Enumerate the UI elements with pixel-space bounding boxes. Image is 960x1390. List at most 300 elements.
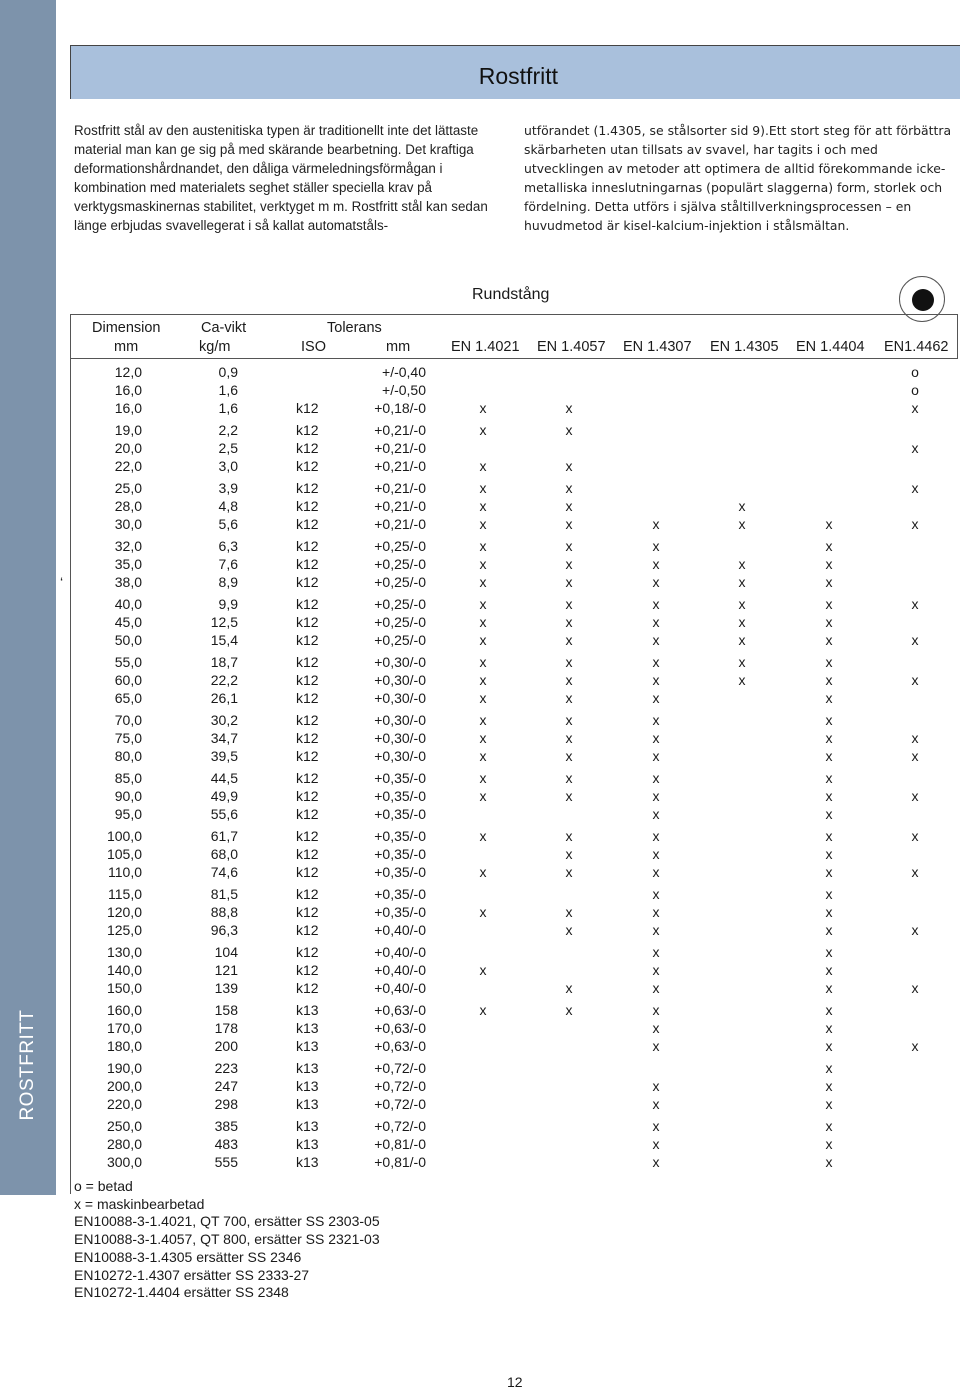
cell-iso: k12 [296,596,319,612]
cell-tolerance: +0,25/-0 [374,614,426,630]
cell-dimension: 105,0 [106,846,142,862]
cell-weight: 81,5 [210,886,238,902]
round-bar-dot-icon [912,289,934,311]
cell-weight: 178 [214,1020,238,1036]
cell-iso: k12 [296,980,319,996]
cell-tolerance: +0,72/-0 [374,1118,426,1134]
cell-grade-mark: x [479,712,487,728]
cell-tolerance: +0,35/-0 [374,806,426,822]
cell-grade-mark: x [738,556,746,572]
col-header-grade: EN1.4462 [884,339,949,355]
cell-grade-mark: x [479,672,487,688]
cell-grade-mark: x [652,904,660,920]
cell-weight: 483 [214,1136,238,1152]
cell-dimension: 95,0 [114,806,142,822]
cell-iso: k12 [296,672,319,688]
col-header-mm: mm [386,339,411,355]
cell-iso: k12 [296,556,319,572]
cell-tolerance: +0,35/-0 [374,904,426,920]
cell-weight: 15,4 [210,632,238,648]
cell-iso: k12 [296,498,319,514]
cell-grade-mark: x [652,864,660,880]
sidebar-label-text: ROSTFRITT [17,1009,38,1121]
cell-grade-mark: x [825,516,833,532]
cell-grade-mark: x [825,1078,833,1094]
cell-dimension: 140,0 [106,962,142,978]
cell-grade-mark: x [565,458,573,474]
cell-tolerance: +0,25/-0 [374,556,426,572]
cell-grade-mark: x [738,574,746,590]
cell-weight: 0,9 [218,364,238,380]
cell-grade-mark: x [825,1060,833,1076]
cell-grade-mark: x [652,1002,660,1018]
cell-dimension: 300,0 [106,1154,142,1170]
cell-grade-mark: x [911,480,919,496]
cell-grade-mark: x [479,730,487,746]
cell-dimension: 85,0 [114,770,142,786]
cell-dimension: 80,0 [114,748,142,764]
cell-grade-mark: x [911,748,919,764]
cell-grade-mark: x [652,980,660,996]
cell-grade-mark: x [652,574,660,590]
sidebar [0,0,56,1195]
cell-grade-mark: x [911,864,919,880]
cell-weight: 26,1 [210,690,238,706]
cell-dimension: 16,0 [114,400,142,416]
cell-weight: 96,3 [210,922,238,938]
cell-grade-mark: x [479,538,487,554]
cell-grade-mark: x [825,690,833,706]
cell-iso: k12 [296,770,319,786]
cell-tolerance: +0,30/-0 [374,672,426,688]
cell-tolerance: +0,35/-0 [374,788,426,804]
cell-weight: 5,6 [218,516,238,532]
cell-dimension: 110,0 [108,864,142,880]
cell-dimension: 65,0 [114,690,142,706]
cell-grade-mark: x [738,632,746,648]
cell-grade-mark: x [825,904,833,920]
col-header-tolerance: Tolerans [327,320,382,336]
cell-grade-mark: x [825,1002,833,1018]
cell-grade-mark: x [479,596,487,612]
cell-grade-mark: x [825,596,833,612]
cell-iso: k13 [296,1002,319,1018]
page-number: 12 [507,1374,523,1390]
cell-grade-mark: x [565,422,573,438]
cell-grade-mark: x [911,828,919,844]
cell-iso: k13 [296,1154,319,1170]
cell-dimension: 19,0 [114,422,142,438]
cell-tolerance: +/-0,50 [382,382,426,398]
cell-grade-mark: x [825,1136,833,1152]
cell-weight: 68,0 [210,846,238,862]
cell-dimension: 50,0 [114,632,142,648]
cell-iso: k12 [296,806,319,822]
cell-iso: k12 [296,440,319,456]
cell-weight: 1,6 [218,382,238,398]
cell-grade-mark: x [825,574,833,590]
note-line: EN10088-3-1.4021, QT 700, ersätter SS 2303-05 [74,1213,380,1230]
cell-dimension: 220,0 [106,1096,142,1112]
col-header-grade: EN 1.4057 [537,339,606,355]
cell-grade-mark: x [479,498,487,514]
cell-dimension: 20,0 [114,440,142,456]
cell-grade-mark: x [565,864,573,880]
cell-grade-mark: x [652,538,660,554]
table-frame-left [70,314,71,1194]
cell-tolerance: +0,30/-0 [374,730,426,746]
cell-dimension: 35,0 [114,556,142,572]
cell-weight: 55,6 [210,806,238,822]
cell-tolerance: +0,72/-0 [374,1096,426,1112]
cell-grade-mark: x [738,654,746,670]
cell-grade-mark: x [825,730,833,746]
cell-weight: 74,6 [210,864,238,880]
cell-weight: 298 [214,1096,238,1112]
cell-iso: k12 [296,400,319,416]
cell-grade-mark: o [911,364,919,380]
cell-grade-mark: x [479,458,487,474]
cell-weight: 12,5 [210,614,238,630]
cell-iso: k12 [296,480,319,496]
cell-grade-mark: x [479,632,487,648]
cell-weight: 555 [214,1154,238,1170]
cell-grade-mark: x [652,1154,660,1170]
cell-tolerance: +0,21/-0 [374,480,426,496]
cell-dimension: 75,0 [114,730,142,746]
cell-grade-mark: x [565,980,573,996]
cell-tolerance: +0,21/-0 [374,458,426,474]
cell-grade-mark: x [479,556,487,572]
cell-grade-mark: x [652,922,660,938]
cell-grade-mark: x [825,538,833,554]
cell-tolerance: +0,21/-0 [374,440,426,456]
cell-weight: 158 [214,1002,238,1018]
col-header-grade: EN 1.4404 [796,339,865,355]
cell-tolerance: +0,72/-0 [374,1078,426,1094]
cell-iso: k12 [296,904,319,920]
cell-iso: k12 [296,922,319,938]
cell-grade-mark: x [911,922,919,938]
round-bar-icon [899,276,945,322]
note-line: EN10088-3-1.4305 ersätter SS 2346 [74,1248,302,1265]
cell-grade-mark: x [565,538,573,554]
cell-grade-mark: x [652,596,660,612]
cell-grade-mark: x [825,748,833,764]
cell-dimension: 45,0 [114,614,142,630]
cell-grade-mark: x [565,632,573,648]
cell-dimension: 16,0 [114,382,142,398]
cell-weight: 61,7 [210,828,238,844]
cell-tolerance: +/-0,40 [382,364,426,380]
cell-dimension: 170,0 [106,1020,142,1036]
cell-iso: k12 [296,458,319,474]
table-header-divider [70,358,958,359]
cell-weight: 104 [214,944,238,960]
cell-iso: k12 [296,864,319,880]
cell-tolerance: +0,81/-0 [374,1154,426,1170]
cell-iso: k12 [296,748,319,764]
cell-iso: k12 [296,712,319,728]
cell-tolerance: +0,40/-0 [374,922,426,938]
intro-text-left: Rostfritt stål av den austenitiska typen är traditionellt inte det lättaste material man kan ge sig på med skärande bearbetning. Det kraftiga deformationshårdnandet, den dåliga värmeledningsförmågan i kombination med materialets seghet ställer speciella krav på verktygsmaskinernas stabilitet, verktyget m m. Rostfritt stål kan sedan länge erbjudas svavellegerat i så kallat automatståls- [74,123,488,233]
cell-grade-mark: x [825,864,833,880]
cell-grade-mark: x [825,922,833,938]
cell-grade-mark: x [565,596,573,612]
cell-tolerance: +0,35/-0 [374,828,426,844]
title-bar [70,45,960,99]
col-header-dimension-unit: mm [114,339,139,355]
cell-grade-mark: x [652,712,660,728]
cell-iso: k13 [296,1020,319,1036]
cell-grade-mark: x [479,1002,487,1018]
table-frame-right [957,314,958,359]
cell-tolerance: +0,63/-0 [374,1002,426,1018]
cell-grade-mark: x [479,770,487,786]
cell-grade-mark: x [911,788,919,804]
cell-grade-mark: x [479,422,487,438]
cell-dimension: 90,0 [114,788,142,804]
cell-dimension: 280,0 [106,1136,142,1152]
cell-grade-mark: x [479,864,487,880]
cell-dimension: 190,0 [106,1060,142,1076]
cell-dimension: 200,0 [106,1078,142,1094]
cell-weight: 34,7 [210,730,238,746]
cell-grade-mark: x [652,846,660,862]
cell-iso: k12 [296,690,319,706]
cell-weight: 8,9 [218,574,238,590]
col-header-weight-unit: kg/m [199,339,231,355]
cell-iso: k13 [296,1136,319,1152]
cell-weight: 223 [214,1060,238,1076]
cell-tolerance: +0,40/-0 [374,944,426,960]
cell-grade-mark: x [479,962,487,978]
cell-grade-mark: x [565,846,573,862]
cell-grade-mark: x [825,1020,833,1036]
cell-weight: 49,9 [210,788,238,804]
cell-grade-mark: x [565,1002,573,1018]
cell-grade-mark: x [565,614,573,630]
table-frame-top [70,314,958,315]
cell-tolerance: +0,21/-0 [374,422,426,438]
cell-grade-mark: x [825,1118,833,1134]
cell-iso: k12 [296,516,319,532]
cell-weight: 18,7 [210,654,238,670]
cell-grade-mark: x [479,828,487,844]
cell-tolerance: +0,35/-0 [374,770,426,786]
cell-iso: k12 [296,632,319,648]
cell-dimension: 60,0 [114,672,142,688]
cell-grade-mark: x [652,806,660,822]
cell-weight: 200 [214,1038,238,1054]
cell-iso: k12 [296,614,319,630]
cell-iso: k12 [296,538,319,554]
cell-grade-mark: x [565,654,573,670]
cell-tolerance: +0,30/-0 [374,712,426,728]
cell-grade-mark: x [479,690,487,706]
cell-tolerance: +0,30/-0 [374,690,426,706]
cell-grade-mark: x [652,1078,660,1094]
cell-grade-mark: x [825,1096,833,1112]
cell-grade-mark: x [825,614,833,630]
cell-grade-mark: x [565,712,573,728]
cell-grade-mark: x [652,944,660,960]
cell-grade-mark: x [652,1020,660,1036]
cell-grade-mark: x [652,516,660,532]
cell-grade-mark: x [825,556,833,572]
cell-grade-mark: x [825,712,833,728]
cell-grade-mark: x [479,400,487,416]
cell-dimension: 100,0 [106,828,142,844]
cell-dimension: 40,0 [114,596,142,612]
cell-weight: 44,5 [210,770,238,786]
cell-tolerance: +0,21/-0 [374,516,426,532]
cell-tolerance: +0,72/-0 [374,1060,426,1076]
cell-grade-mark: x [565,574,573,590]
cell-grade-mark: x [565,828,573,844]
cell-grade-mark: x [825,806,833,822]
cell-grade-mark: x [652,1118,660,1134]
intro-text-right: utförandet (1.4305, se stålsorter sid 9).Ett stort steg för att förbättra skärbarheten utan tillsats av svavel, har tagits i och med utvecklingen av metoder att optimera de alltid förekommande icke-metalliska inneslutningarnas (populärt slaggerna) form, storlek och fördelning. Detta utförs i själva ståltillverkningsprocessen – en huvudmetod är kisel-kalcium-injektion i stålsmältan. [524,123,952,233]
cell-grade-mark: x [652,770,660,786]
cell-dimension: 250,0 [106,1118,142,1134]
cell-dimension: 12,0 [114,364,142,380]
cell-grade-mark: x [825,980,833,996]
cell-grade-mark: o [911,382,919,398]
cell-grade-mark: x [738,614,746,630]
cell-grade-mark: x [565,480,573,496]
cell-iso: k12 [296,422,319,438]
cell-grade-mark: x [911,516,919,532]
cell-grade-mark: x [652,654,660,670]
cell-grade-mark: x [479,574,487,590]
cell-grade-mark: x [565,748,573,764]
cell-grade-mark: x [911,596,919,612]
cell-grade-mark: x [565,788,573,804]
cell-grade-mark: x [565,770,573,786]
cell-grade-mark: x [911,672,919,688]
cell-grade-mark: x [652,1096,660,1112]
cell-grade-mark: x [565,400,573,416]
cell-dimension: 180,0 [106,1038,142,1054]
cell-grade-mark: x [911,400,919,416]
cell-grade-mark: x [825,770,833,786]
cell-grade-mark: x [565,516,573,532]
cell-dimension: 150,0 [106,980,142,996]
cell-iso: k12 [296,574,319,590]
cell-grade-mark: x [911,980,919,996]
cell-weight: 30,2 [210,712,238,728]
col-header-grade: EN 1.4305 [710,339,779,355]
cell-dimension: 120,0 [106,904,142,920]
cell-grade-mark: x [911,632,919,648]
cell-weight: 385 [214,1118,238,1134]
col-header-weight: Ca-vikt [201,320,247,336]
cell-grade-mark: x [652,632,660,648]
cell-grade-mark: x [738,672,746,688]
cell-grade-mark: x [652,730,660,746]
cell-weight: 22,2 [210,672,238,688]
cell-iso: k12 [296,944,319,960]
cell-grade-mark: x [565,498,573,514]
cell-weight: 121 [214,962,238,978]
cell-tolerance: +0,25/-0 [374,574,426,590]
cell-grade-mark: x [825,672,833,688]
cell-tolerance: +0,63/-0 [374,1020,426,1036]
cell-tolerance: +0,30/-0 [374,654,426,670]
cell-iso: k12 [296,846,319,862]
cell-iso: k13 [296,1060,319,1076]
note-line: EN10272-1.4404 ersätter SS 2348 [74,1284,289,1301]
cell-iso: k12 [296,730,319,746]
cell-weight: 2,2 [218,422,238,438]
table-heading: Rundstång [472,286,550,303]
cell-tolerance: +0,25/-0 [374,596,426,612]
cell-tolerance: +0,35/-0 [374,846,426,862]
col-header-grade: EN 1.4021 [451,339,520,355]
cell-grade-mark: x [825,828,833,844]
note-line: EN10088-3-1.4057, QT 800, ersätter SS 2321-03 [74,1231,380,1248]
cell-grade-mark: x [652,556,660,572]
cell-weight: 6,3 [218,538,238,554]
note-line: o = betad [74,1178,133,1194]
cell-grade-mark: x [652,672,660,688]
cell-grade-mark: x [738,596,746,612]
cell-tolerance: +0,21/-0 [374,498,426,514]
cell-dimension: 30,0 [114,516,142,532]
cell-grade-mark: x [652,788,660,804]
cell-grade-mark: x [825,1154,833,1170]
note-line: x = maskinbearbetad [74,1195,205,1212]
cell-weight: 4,8 [218,498,238,514]
cell-weight: 3,0 [218,458,238,474]
cell-grade-mark: x [652,1136,660,1152]
cell-iso: k12 [296,654,319,670]
cell-tolerance: +0,35/-0 [374,864,426,880]
cell-grade-mark: x [825,1038,833,1054]
cell-dimension: 115,0 [108,886,142,902]
cell-grade-mark: x [738,516,746,532]
cell-grade-mark: x [479,654,487,670]
cell-grade-mark: x [565,904,573,920]
cell-weight: 2,5 [218,440,238,456]
col-header-grade: EN 1.4307 [623,339,692,355]
cell-tolerance: +0,25/-0 [374,632,426,648]
col-header-iso: ISO [301,339,326,355]
cell-dimension: 160,0 [106,1002,142,1018]
cell-dimension: 38,0 [114,574,142,590]
cell-grade-mark: x [565,556,573,572]
cell-tolerance: +0,40/-0 [374,980,426,996]
page-title: Rostfritt [478,63,558,89]
cell-weight: 1,6 [218,400,238,416]
cell-grade-mark: x [652,962,660,978]
cell-iso: k13 [296,1118,319,1134]
cell-grade-mark: x [911,1038,919,1054]
cell-tolerance: +0,18/-0 [374,400,426,416]
cell-grade-mark: x [911,440,919,456]
cell-grade-mark: x [565,672,573,688]
cell-tolerance: +0,40/-0 [374,962,426,978]
col-header-dimension: Dimension [92,320,161,336]
cell-weight: 247 [214,1078,238,1094]
cell-iso: k13 [296,1096,319,1112]
cell-grade-mark: x [911,730,919,746]
cell-dimension: 25,0 [114,480,142,496]
cell-tolerance: +0,81/-0 [374,1136,426,1152]
cell-grade-mark: x [652,828,660,844]
cell-grade-mark: x [479,480,487,496]
